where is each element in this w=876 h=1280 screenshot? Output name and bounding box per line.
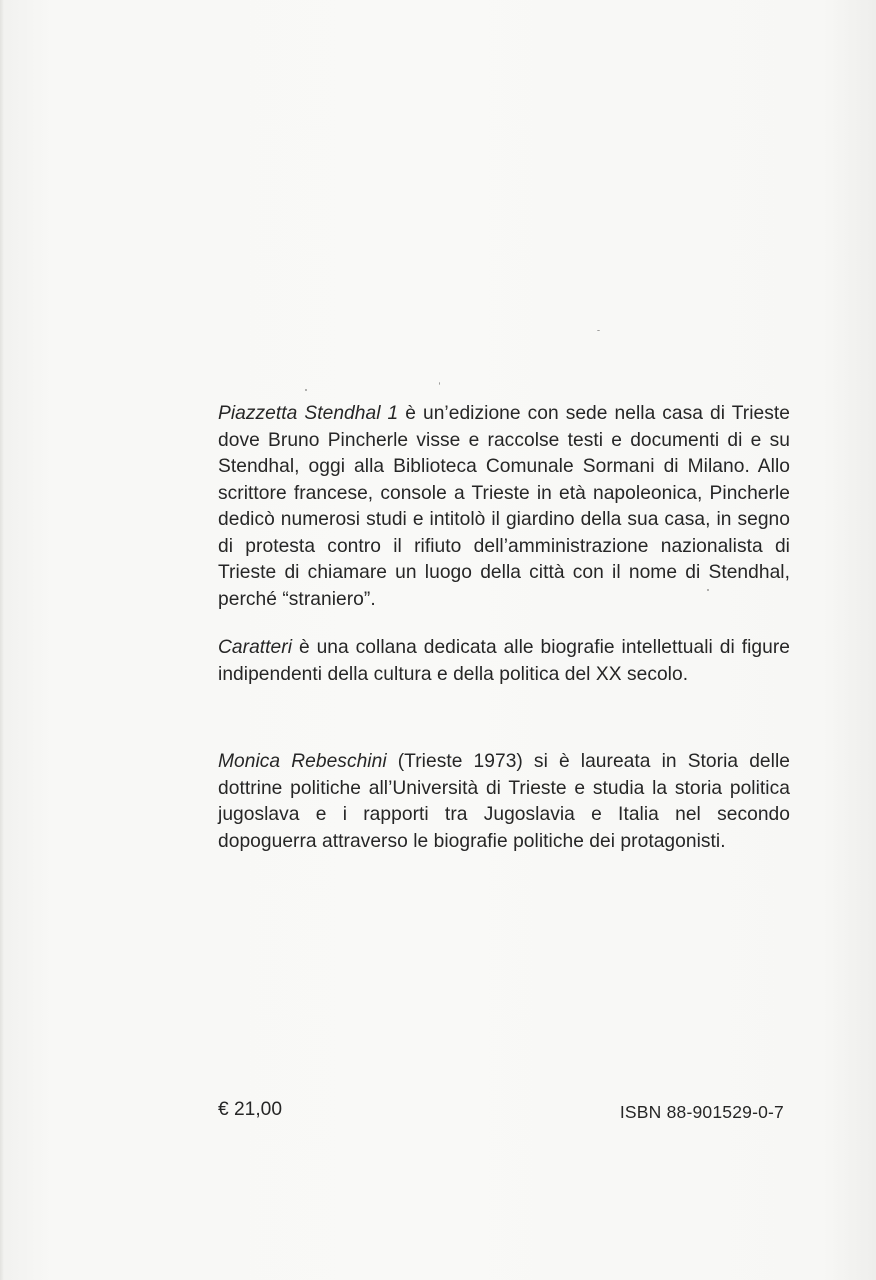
isbn-label: ISBN 88-901529-0-7 [619,1102,784,1122]
print-speck [597,330,600,331]
publisher-description-text: è un’edizione con sede nella casa di Trieste dove Bruno Pincherle visse e raccolse testi e documenti di e su Stendhal, oggi alla Biblioteca Comunale Sormani di Milano. Allo scrittore francese, console a Trieste in età napoleonica, Pincherle dedicò numerosi studi e intitolò il giardino della sua casa, in segno di protesta contro il rifiuto dell’amministrazione nazionalista di Trieste di chiamare un luogo della città con il nome di Stendhal, perché “straniero”. [218,403,790,610]
series-description [218,635,790,688]
author-name: Monica Rebeschini [218,751,387,772]
publisher-description [218,401,790,613]
print-speck [305,389,307,391]
cover-edge-shadow [0,0,4,1280]
publisher-name: Piazzetta Stendhal 1 [218,403,399,424]
series-name: Caratteri [218,637,293,658]
author-bio [218,749,790,855]
author-bio-text: (Trieste 1973) si è laureata in Storia delle dottrine politiche all’Università di Trieste e studia la storia politica jugoslava e i rapporti tra Jugoslavia e Italia nel secondo dopoguerra attraverso le biografie politiche dei protagonisti. [218,751,790,852]
price-label: € 21,00 [218,1099,283,1120]
series-description-text: è una collana dedicata alle biografie intellettuali di figure indipendenti della cultura e della politica del XX secolo. [218,637,790,685]
print-speck [439,382,440,385]
